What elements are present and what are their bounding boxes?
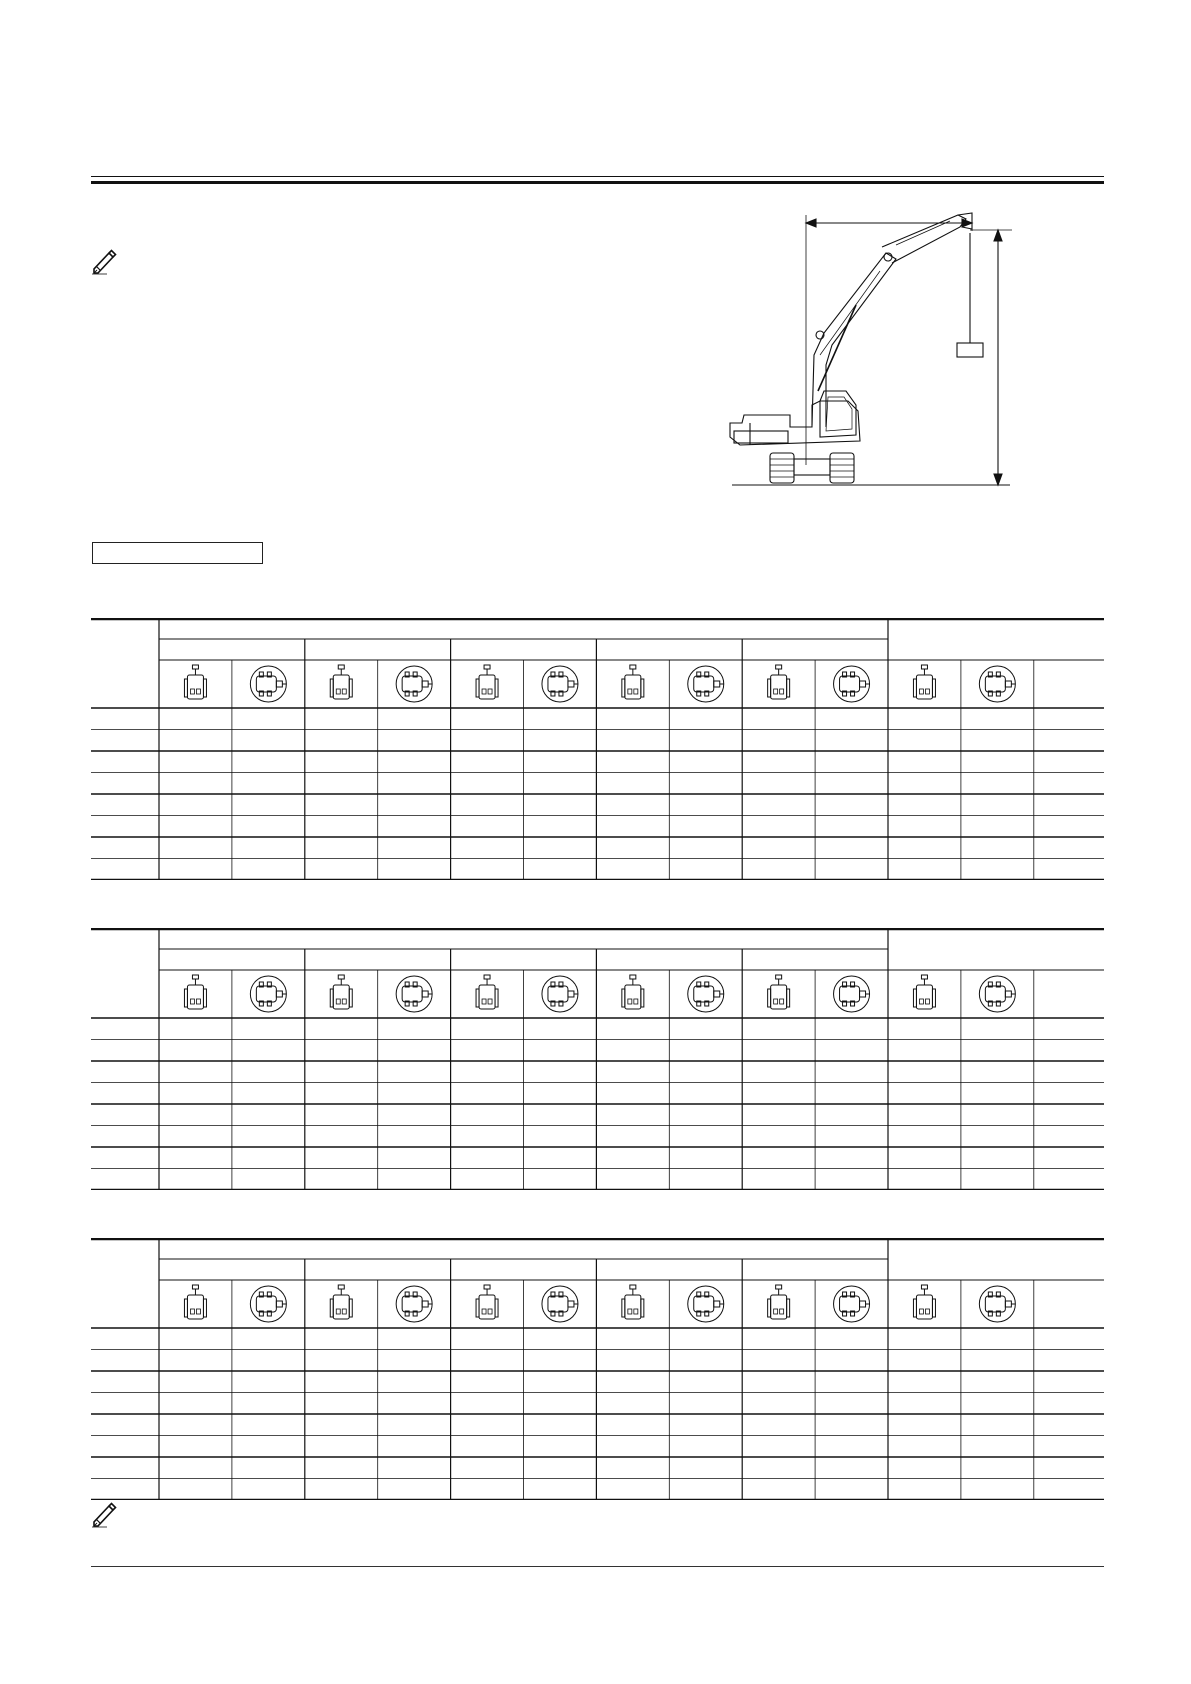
lift-capacity-table-2 xyxy=(91,928,1104,1190)
over-front-icon xyxy=(184,665,206,699)
over-front-icon xyxy=(913,1285,935,1319)
undercarriage xyxy=(794,459,830,475)
load-block xyxy=(957,343,983,357)
over-side-icon xyxy=(250,666,286,702)
header-rule-thick xyxy=(91,181,1104,184)
over-side-icon xyxy=(688,666,724,702)
over-side-icon xyxy=(979,1286,1015,1322)
track-left xyxy=(770,453,794,483)
header-rule-thin xyxy=(91,176,1104,177)
over-front-icon xyxy=(913,975,935,1009)
over-side-icon xyxy=(396,666,432,702)
over-front-icon xyxy=(622,1285,644,1319)
over-front-icon xyxy=(913,665,935,699)
pencil-note-icon xyxy=(91,247,117,275)
over-side-icon xyxy=(250,976,286,1012)
over-side-icon xyxy=(542,666,578,702)
arm xyxy=(882,215,966,263)
track-right xyxy=(830,453,854,483)
over-front-icon xyxy=(476,665,498,699)
over-front-icon xyxy=(768,665,790,699)
over-side-icon xyxy=(250,1286,286,1322)
over-side-icon xyxy=(542,1286,578,1322)
over-side-icon xyxy=(834,976,870,1012)
over-front-icon xyxy=(330,975,352,1009)
over-side-icon xyxy=(979,976,1015,1012)
over-side-icon xyxy=(834,666,870,702)
over-side-icon xyxy=(834,1286,870,1322)
over-front-icon xyxy=(622,975,644,1009)
lift-capacity-table-1 xyxy=(91,618,1104,880)
over-front-icon xyxy=(768,1285,790,1319)
over-side-icon xyxy=(688,976,724,1012)
horizontal-reach-arrow xyxy=(806,213,972,465)
over-front-icon xyxy=(330,665,352,699)
excavator-diagram xyxy=(720,205,1020,490)
over-front-icon xyxy=(330,1285,352,1319)
section-label-box xyxy=(92,542,263,564)
over-front-icon xyxy=(184,1285,206,1319)
over-side-icon xyxy=(542,976,578,1012)
lift-capacity-table-3 xyxy=(91,1238,1104,1500)
over-side-icon xyxy=(979,666,1015,702)
over-front-icon xyxy=(476,1285,498,1319)
over-side-icon xyxy=(688,1286,724,1322)
over-side-icon xyxy=(396,976,432,1012)
over-side-icon xyxy=(396,1286,432,1322)
pencil-note-icon xyxy=(91,1500,117,1528)
over-front-icon xyxy=(476,975,498,1009)
over-front-icon xyxy=(622,665,644,699)
footer-rule xyxy=(91,1566,1104,1567)
over-front-icon xyxy=(184,975,206,1009)
over-front-icon xyxy=(768,975,790,1009)
